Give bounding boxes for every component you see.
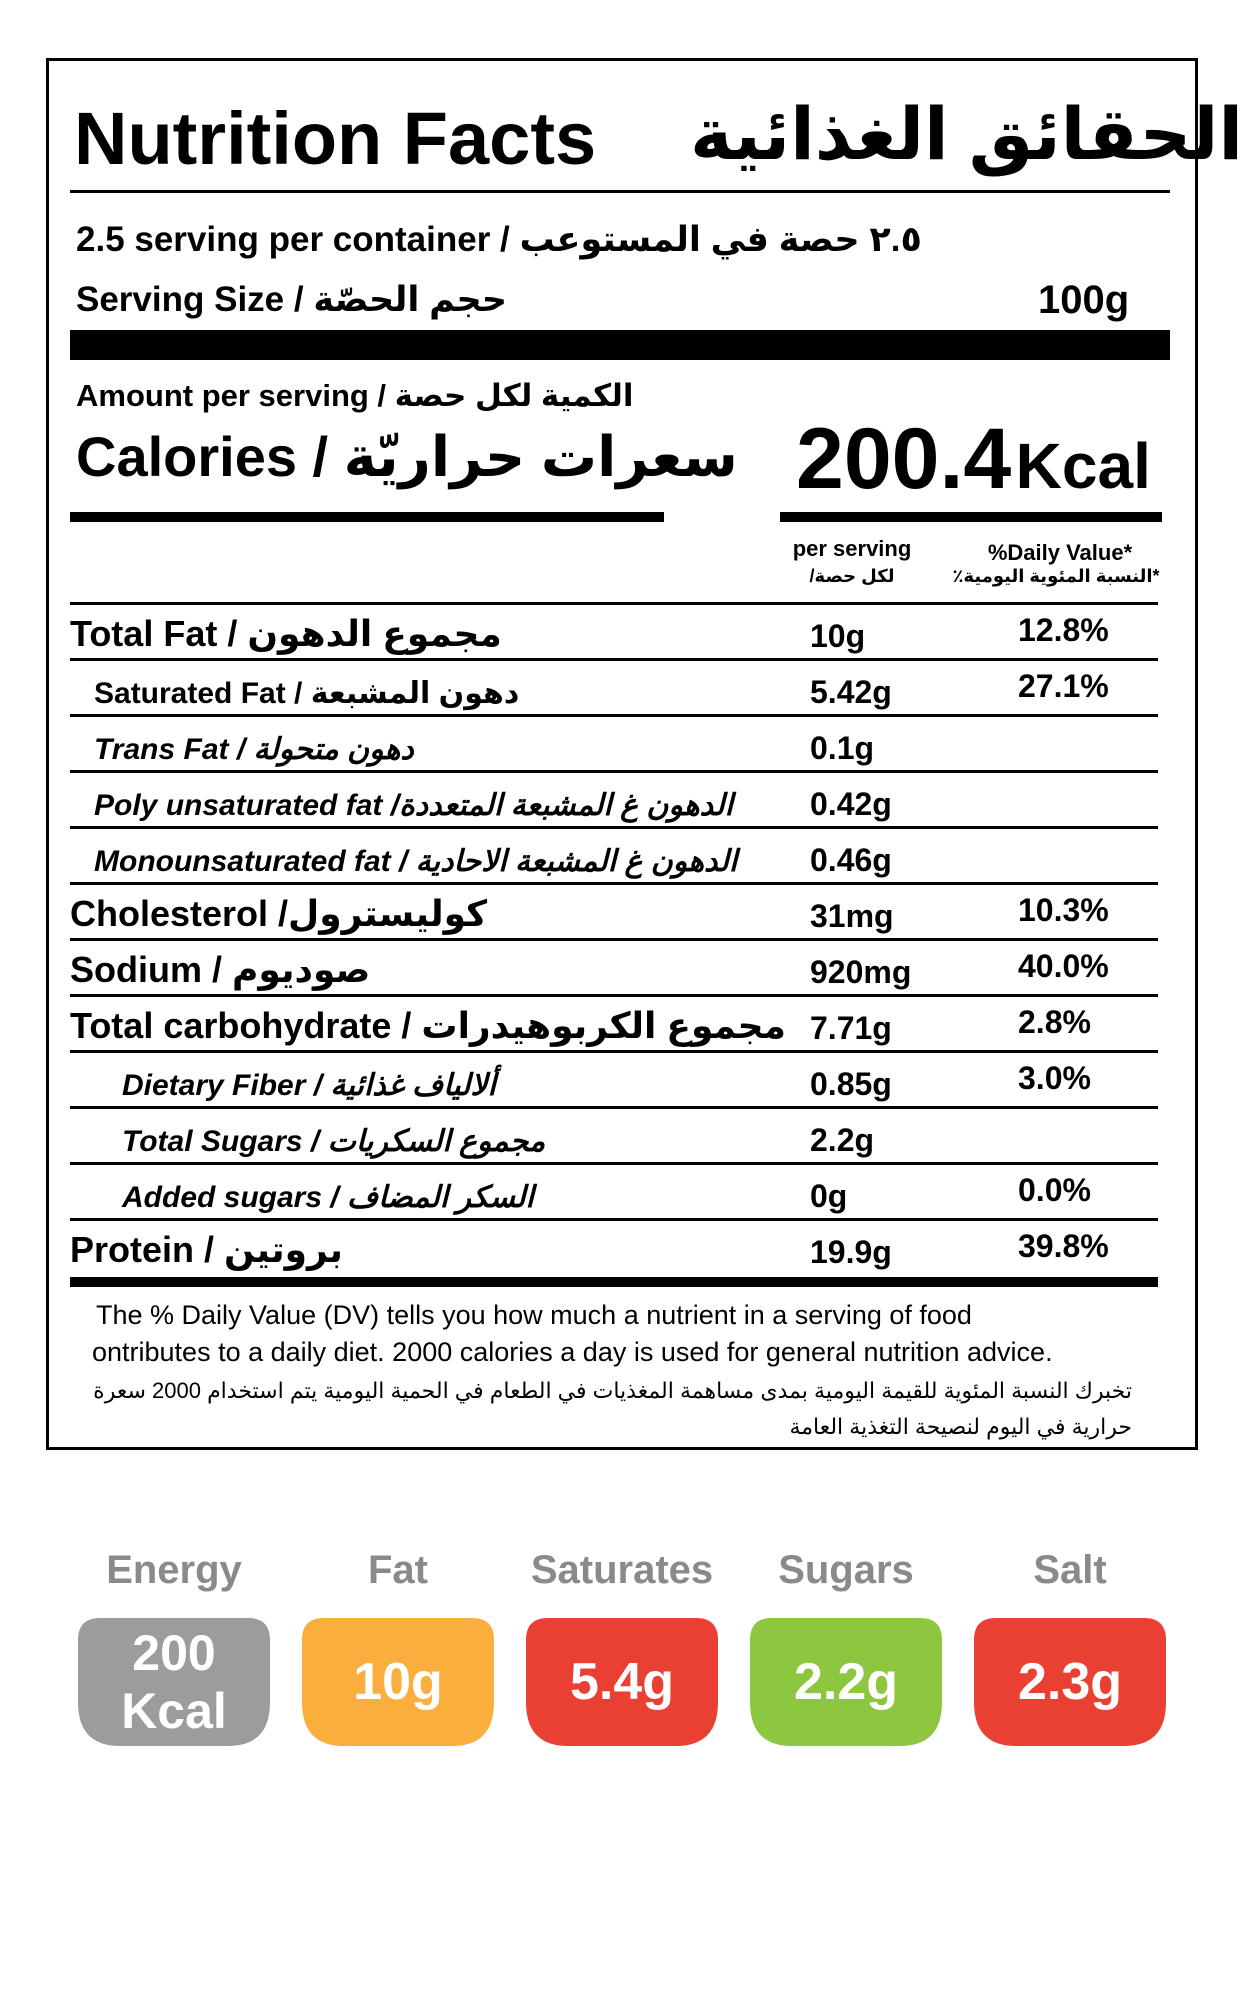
nutrient-dv: 40.0% xyxy=(1018,948,1109,984)
nutrient-amount: 5.42g xyxy=(810,674,892,710)
nutrient-label: Saturated Fat / دهون المشبعة xyxy=(94,677,520,710)
calories-divider-left xyxy=(70,512,664,522)
footnote-en-line1: The % Daily Value (DV) tells you how much a nutrient in a serving of food xyxy=(96,1300,972,1330)
nutrient-amount: 0.42g xyxy=(810,786,892,822)
col-per-serving: per serving xyxy=(792,536,912,561)
nutrient-amount: 0.1g xyxy=(810,730,875,766)
sugars-label: Sugars xyxy=(778,1548,914,1592)
nutrient-amount: 10g xyxy=(810,618,866,654)
nutrient-label: Total carbohydrate / مجموع الكربوهيدرات xyxy=(70,1005,786,1046)
col-daily-value: %Daily Value* xyxy=(987,540,1133,565)
nutrient-row-total-carbohydrate xyxy=(70,997,1158,1053)
fat-badge xyxy=(302,1618,494,1746)
energy-badge xyxy=(78,1618,270,1746)
nutrient-label: Total Fat / مجموع الدهون xyxy=(70,613,502,654)
fat-label: Fat xyxy=(368,1548,428,1592)
energy-value: 200 xyxy=(132,1625,216,1681)
energy-unit: Kcal xyxy=(121,1683,227,1739)
title-english: Nutrition Facts xyxy=(74,97,597,180)
nutrient-amount: 0.85g xyxy=(810,1066,892,1102)
calories-amount xyxy=(796,410,1151,509)
nutrient-dv: 10.3% xyxy=(1018,892,1109,928)
nutrient-row-cholesterol xyxy=(70,885,1158,941)
nutrient-amount: 2.2g xyxy=(810,1122,875,1158)
amount-per-serving: Amount per serving / الكمية لكل حصة xyxy=(76,378,634,413)
nutrient-row-protein xyxy=(70,1221,1158,1277)
calories-label: Calories / سعرات حراريّة xyxy=(76,425,738,488)
nutrient-row-sodium xyxy=(70,941,1158,997)
servings-per-container: 2.5 serving per container / ٢.٥ حصة في المستوعب xyxy=(76,220,922,259)
nutrient-dv: 12.8% xyxy=(1018,612,1109,648)
nutrient-row-saturated-fat xyxy=(70,661,1158,717)
nutrient-dv: 2.8% xyxy=(1018,1004,1091,1040)
nutrient-dv: 3.0% xyxy=(1018,1060,1091,1096)
saturates-badge xyxy=(526,1618,718,1746)
col-per-serving-ar: لكل حصة/ xyxy=(809,566,895,586)
table-bottom-rule xyxy=(70,1277,1158,1287)
nutrient-dv: 0.0% xyxy=(1018,1172,1091,1208)
sugars-value: 2.2g xyxy=(793,1653,899,1711)
saturates-label: Saturates xyxy=(530,1548,714,1592)
serving-size-label: Serving Size / حجم الحصّة xyxy=(76,280,508,319)
nutrient-label: Poly unsaturated fat /الدهون غ المشبعة المتعددة xyxy=(94,789,733,822)
nutrient-dv: 27.1% xyxy=(1018,668,1109,704)
nutrient-row-total-fat xyxy=(70,605,1158,661)
saturates-value: 5.4g xyxy=(569,1653,675,1711)
sugars-badge xyxy=(750,1618,942,1746)
nutrient-label: Dietary Fiber / ألالياف غذائية xyxy=(122,1069,496,1102)
footnote-ar-line1: تخبرك النسبة المئوية للقيمة اليومية بمدى مساهمة المغذيات في الطعام في الحمية اليومية يتم استخدام 2000 سعرة xyxy=(93,1378,1132,1403)
nutrient-row-poly-unsaturated-fat xyxy=(70,773,1158,829)
nutrient-label: Protein / بروتين xyxy=(70,1229,343,1270)
salt-label: Salt xyxy=(1033,1548,1107,1592)
nutrient-amount: 0.46g xyxy=(810,842,892,878)
nutrient-label: Sodium / صوديوم xyxy=(70,949,371,990)
nutrient-label: Total Sugars / مجموع السكريات xyxy=(122,1125,546,1158)
nutrient-row-added-sugars xyxy=(70,1165,1158,1221)
nutrient-label: Cholesterol /كوليسترول xyxy=(70,893,488,934)
nutrient-row-dietary-fiber xyxy=(70,1053,1158,1109)
nutrient-row-total-sugars xyxy=(70,1109,1158,1165)
energy-label: Energy xyxy=(106,1548,242,1592)
nutrient-amount: 31mg xyxy=(810,898,894,934)
nutrient-dv: 39.8% xyxy=(1018,1228,1109,1264)
nutrient-amount: 920mg xyxy=(810,954,912,990)
nutrient-label: Trans Fat / دهون متحولة xyxy=(94,733,414,766)
nutrient-label: Monounsaturated fat / الدهون غ المشبعة الاحادية xyxy=(94,845,738,878)
thick-divider xyxy=(70,330,1170,360)
salt-value: 2.3g xyxy=(1017,1653,1123,1711)
footnote-ar-line2: حرارية في اليوم لنصيحة التغذية العامة xyxy=(789,1414,1132,1439)
fat-value: 10g xyxy=(353,1653,443,1711)
serving-size-value: 100g xyxy=(1038,278,1130,322)
nutrient-row-trans-fat xyxy=(70,717,1158,773)
divider xyxy=(70,190,1170,193)
nutrient-amount: 7.71g xyxy=(810,1010,892,1046)
calories-value: 200.4 xyxy=(796,411,1012,507)
nutrient-label: Added sugars / السكر المضاف xyxy=(122,1181,534,1214)
salt-badge xyxy=(974,1618,1166,1746)
calories-unit: Kcal xyxy=(1015,430,1151,502)
title-arabic: الحقائق الغذائية xyxy=(690,95,1244,175)
nutrient-row-monounsaturated-fat xyxy=(70,829,1158,885)
nutrient-amount: 0g xyxy=(810,1178,848,1214)
footnote-en-line2: ontributes to a daily diet. 2000 calories a day is used for general nutrition advice. xyxy=(92,1337,1053,1367)
nutrient-amount: 19.9g xyxy=(810,1234,892,1270)
col-daily-value-ar: *النسبة المئوية اليومية٪ xyxy=(952,566,1160,586)
calories-divider-right xyxy=(780,512,1162,522)
